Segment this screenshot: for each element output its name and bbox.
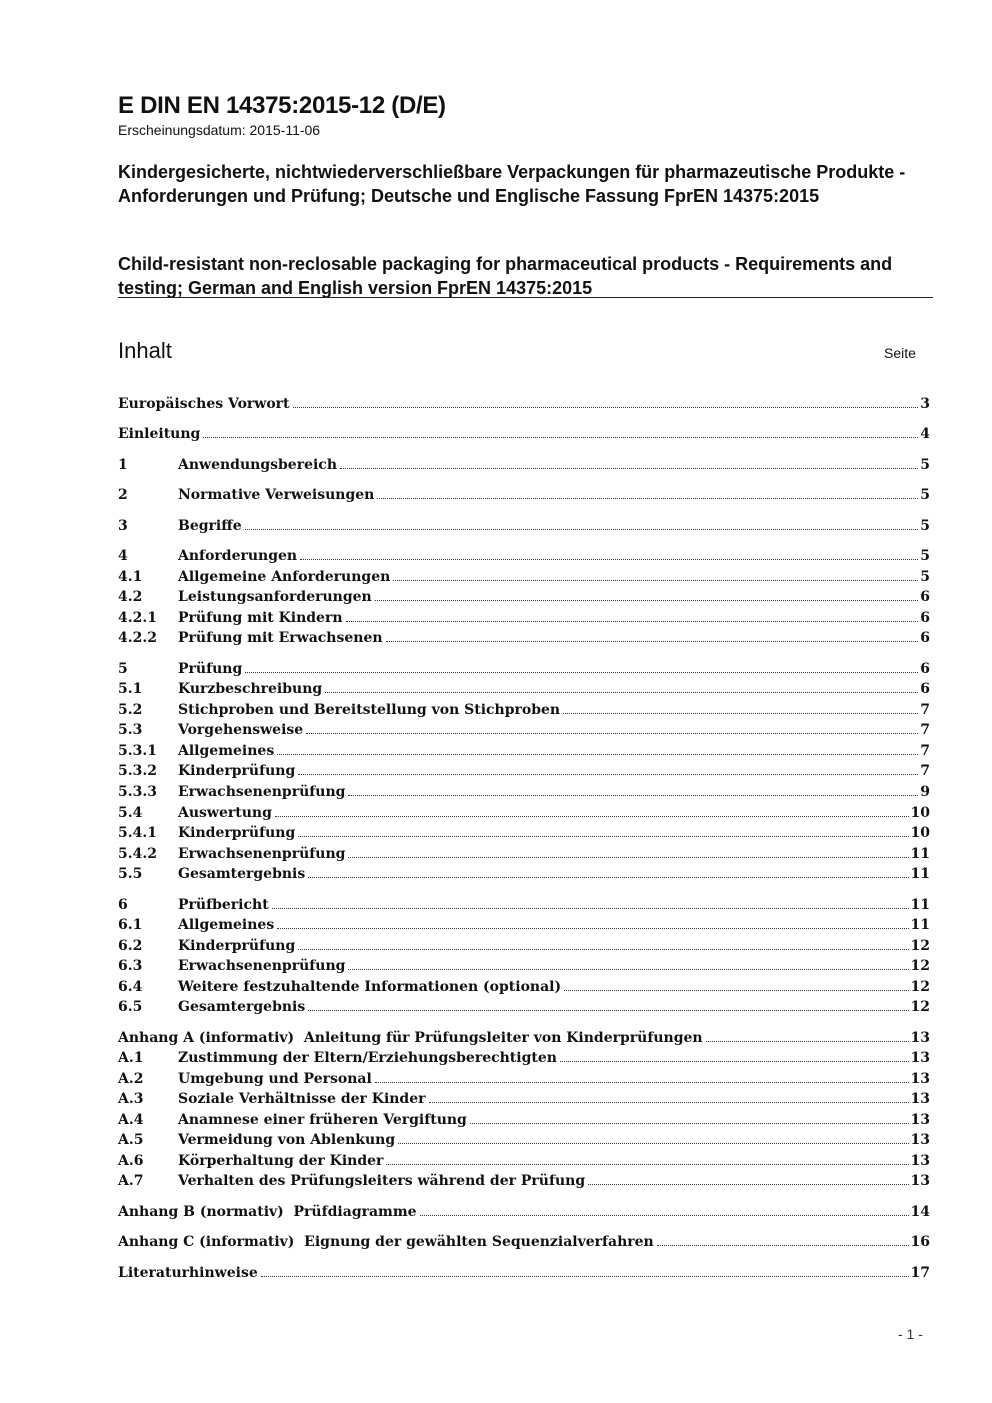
toc-entry-page: 7	[920, 722, 930, 738]
toc-entry[interactable]	[118, 722, 930, 741]
toc-entry-title: Erwachsenenprüfung	[178, 784, 346, 800]
toc-entry-page: 3	[920, 396, 930, 412]
toc-entry-page: 16	[910, 1234, 930, 1250]
toc-entry-number: 5.3	[118, 722, 143, 738]
toc-entry-title: Stichproben und Bereitstellung von Stichproben	[178, 702, 561, 718]
toc-dot-leader	[375, 590, 919, 601]
toc-entry-title: Erwachsenenprüfung	[178, 846, 346, 862]
toc-dot-leader	[706, 1031, 909, 1042]
toc-entry-page: 13	[910, 1091, 930, 1107]
toc-entry[interactable]	[118, 1030, 930, 1049]
toc-entry-title: Anhang B (normativ) Prüfdiagramme	[118, 1204, 417, 1220]
toc-entry[interactable]	[118, 1091, 930, 1110]
toc-entry-number: 6.1	[118, 917, 143, 933]
toc-dot-leader	[588, 1174, 908, 1185]
toc-entry[interactable]	[118, 630, 930, 649]
toc-entry[interactable]	[118, 1153, 930, 1172]
toc-entry[interactable]	[118, 743, 930, 762]
toc-entry[interactable]	[118, 1132, 930, 1151]
toc-entry-number: A.5	[118, 1132, 144, 1148]
toc-entry[interactable]	[118, 846, 930, 865]
toc-entry-number: 4.2.1	[118, 610, 157, 626]
toc-dot-leader	[298, 764, 918, 775]
toc-dot-leader	[563, 703, 918, 714]
toc-entry[interactable]	[118, 763, 930, 782]
toc-dot-leader	[298, 826, 908, 837]
toc-entry-page: 9	[920, 784, 930, 800]
toc-dot-leader	[203, 427, 918, 438]
toc-entry-page: 13	[910, 1030, 930, 1046]
toc-entry[interactable]	[118, 487, 930, 506]
toc-dot-leader	[308, 1000, 908, 1011]
toc-page-column-label: Seite	[884, 345, 916, 361]
toc-dot-leader	[293, 397, 919, 408]
toc-dot-leader	[245, 662, 918, 673]
toc-entry[interactable]	[118, 681, 930, 700]
toc-entry-title: Leistungsanforderungen	[178, 589, 372, 605]
toc-entry-page: 10	[910, 825, 930, 841]
toc-dot-leader	[657, 1235, 909, 1246]
toc-entry-title: Kinderprüfung	[178, 825, 296, 841]
title-german: Kindergesicherte, nichtwiederverschließbare Verpackungen für pharmazeutische Produkte - Anforderungen und Prüfung; Deutsche und Englische Fassung FprEN 14375:2015	[118, 162, 906, 206]
toc-dot-leader	[393, 570, 918, 581]
toc-entry[interactable]	[118, 938, 930, 957]
toc-entry[interactable]	[118, 548, 930, 567]
toc-entry-number: 6	[118, 897, 128, 913]
toc-entry-title: Gesamtergebnis	[178, 866, 306, 882]
toc-dot-leader	[560, 1051, 909, 1062]
toc-entry-page: 12	[910, 938, 930, 954]
toc-entry-number: 5.3.3	[118, 784, 157, 800]
toc-entry-number: A.1	[118, 1050, 144, 1066]
toc-entry-page: 12	[910, 999, 930, 1015]
toc-entry-title: Anforderungen	[178, 548, 298, 564]
toc-dot-leader	[398, 1133, 908, 1144]
toc-entry-number: 5.2	[118, 702, 143, 718]
toc-dot-leader	[386, 631, 919, 642]
toc-entry-page: 12	[910, 979, 930, 995]
toc-entry-page: 11	[910, 866, 930, 882]
toc-dot-leader	[261, 1266, 909, 1277]
toc-entry-title: Anhang C (informativ) Eignung der gewählten Sequenzialverfahren	[118, 1234, 654, 1250]
title-divider	[118, 297, 933, 298]
toc-entry[interactable]	[118, 518, 930, 537]
toc-entry[interactable]	[118, 396, 930, 415]
toc-entry[interactable]	[118, 805, 930, 824]
toc-entry-page: 6	[920, 630, 930, 646]
toc-entry-title: Prüfung	[178, 661, 243, 677]
toc-entry-title: Weitere festzuhaltende Informationen (optional)	[178, 979, 562, 995]
toc-entry-number: 6.4	[118, 979, 143, 995]
toc-entry-page: 14	[910, 1204, 930, 1220]
toc-entry-page: 5	[920, 518, 930, 534]
toc-entry[interactable]	[118, 702, 930, 721]
toc-entry[interactable]	[118, 457, 930, 476]
toc-entry-title: Anamnese einer früheren Vergiftung	[178, 1112, 467, 1128]
toc-entry[interactable]	[118, 1071, 930, 1090]
toc-entry-page: 11	[910, 897, 930, 913]
toc-dot-leader	[275, 806, 909, 817]
toc-entry-title: Vermeidung von Ablenkung	[178, 1132, 396, 1148]
toc-entry-page: 4	[920, 426, 930, 442]
toc-entry[interactable]	[118, 610, 930, 629]
toc-entry-title: Anwendungsbereich	[178, 457, 337, 473]
toc-entry-number: A.3	[118, 1091, 144, 1107]
document-id: E DIN EN 14375:2015-12 (D/E)	[118, 92, 446, 119]
toc-entry-page: 5	[920, 457, 930, 473]
toc-entry[interactable]	[118, 825, 930, 844]
toc-entry-page: 13	[910, 1050, 930, 1066]
toc-entry-page: 6	[920, 661, 930, 677]
toc-dot-leader	[300, 549, 918, 560]
toc-entry-page: 5	[920, 569, 930, 585]
toc-dot-leader	[245, 519, 919, 530]
toc-dot-leader	[348, 959, 908, 970]
toc-entry-title: Umgebung und Personal	[178, 1071, 372, 1087]
toc-dot-leader	[564, 980, 908, 991]
toc-entry-page: 17	[910, 1265, 930, 1281]
toc-entry-title: Anhang A (informativ) Anleitung für Prüfungsleiter von Kinderprüfungen	[118, 1030, 703, 1046]
toc-entry[interactable]	[118, 866, 930, 885]
toc-entry-title: Prüfbericht	[178, 897, 269, 913]
toc-entry[interactable]	[118, 1112, 930, 1131]
publication-date: Erscheinungsdatum: 2015-11-06	[118, 122, 321, 138]
toc-entry[interactable]	[118, 897, 930, 916]
toc-entry-number: 5.4.1	[118, 825, 157, 841]
toc-entry-number: 6.5	[118, 999, 143, 1015]
toc-entry-page: 10	[910, 805, 930, 821]
toc-entry-page: 5	[920, 487, 930, 503]
toc-entry-title: Allgemeine Anforderungen	[178, 569, 391, 585]
toc-dot-leader	[340, 458, 918, 469]
toc-entry-title: Zustimmung der Eltern/Erziehungsberechtigten	[178, 1050, 557, 1066]
toc-entry-number: A.4	[118, 1112, 144, 1128]
toc-entry-number: 4.2.2	[118, 630, 157, 646]
toc-entry[interactable]	[118, 1204, 930, 1223]
title-english: Child-resistant non-reclosable packaging for pharmaceutical products - Requirements and testing; German and English version FprEN 14375:2015	[118, 254, 893, 298]
toc-entry-number: 5.1	[118, 681, 143, 697]
toc-entry-page: 5	[920, 548, 930, 564]
toc-entry-number: A.6	[118, 1153, 144, 1169]
toc-entry-title: Prüfung mit Erwachsenen	[178, 630, 383, 646]
toc-entry-number: 6.2	[118, 938, 143, 954]
toc-dot-leader	[325, 682, 918, 693]
toc-entry-page: 13	[910, 1132, 930, 1148]
toc-entry-title: Allgemeines	[178, 743, 275, 759]
toc-entry-number: 5.3.2	[118, 763, 157, 779]
toc-entry-number: 4.2	[118, 589, 143, 605]
toc-entry-title: Prüfung mit Kindern	[178, 610, 343, 626]
toc-entry-title: Kurzbeschreibung	[178, 681, 323, 697]
toc-entry-page: 13	[910, 1112, 930, 1128]
toc-entry[interactable]	[118, 917, 930, 936]
toc-entry-page: 13	[910, 1173, 930, 1189]
toc-entry[interactable]	[118, 979, 930, 998]
toc-entry[interactable]	[118, 1234, 930, 1253]
toc-entry-page: 12	[910, 958, 930, 974]
toc-dot-leader	[346, 611, 919, 622]
toc-entry-title: Erwachsenenprüfung	[178, 958, 346, 974]
toc-entry-number: 5	[118, 661, 128, 677]
toc-entry[interactable]	[118, 1265, 930, 1284]
toc-entry-number: 5.3.1	[118, 743, 157, 759]
toc-entry-title: Kinderprüfung	[178, 763, 296, 779]
toc-dot-leader	[386, 1154, 908, 1165]
toc-dot-leader	[306, 723, 918, 734]
toc-entry-page: 13	[910, 1153, 930, 1169]
toc-dot-leader	[308, 867, 908, 878]
toc-entry-title: Kinderprüfung	[178, 938, 296, 954]
toc-entry-number: 4	[118, 548, 128, 564]
toc-entry-title: Vorgehensweise	[178, 722, 304, 738]
toc-entry-number: 5.4.2	[118, 846, 157, 862]
toc-entry[interactable]	[118, 569, 930, 588]
toc-entry[interactable]	[118, 426, 930, 445]
toc-dot-leader	[348, 847, 908, 858]
toc-entry-number: 5.5	[118, 866, 143, 882]
toc-entry-page: 11	[910, 917, 930, 933]
toc-dot-leader	[470, 1113, 909, 1124]
toc-entry-page: 6	[920, 589, 930, 605]
toc-entry-number: A.2	[118, 1071, 144, 1087]
toc-entry-title: Normative Verweisungen	[178, 487, 375, 503]
toc-heading: Inhalt	[118, 338, 172, 363]
toc-entry-number: 4.1	[118, 569, 143, 585]
toc-entry-number: A.7	[118, 1173, 144, 1189]
toc-entry-page: 7	[920, 743, 930, 759]
toc-entry-title: Soziale Verhältnisse der Kinder	[178, 1091, 426, 1107]
toc-entry-page: 13	[910, 1071, 930, 1087]
toc-entry[interactable]	[118, 589, 930, 608]
toc-entry-page: 6	[920, 610, 930, 626]
toc-entry-title: Auswertung	[178, 805, 272, 821]
toc-entry-number: 2	[118, 487, 128, 503]
toc-entry-page: 7	[920, 702, 930, 718]
toc-entry-page: 11	[910, 846, 930, 862]
toc-dot-leader	[377, 488, 918, 499]
toc-entry-number: 6.3	[118, 958, 143, 974]
toc-entry-title: Körperhaltung der Kinder	[178, 1153, 384, 1169]
toc-entry-title: Literaturhinweise	[118, 1265, 258, 1281]
toc-entry[interactable]	[118, 784, 930, 803]
toc-entry-title: Europäisches Vorwort	[118, 396, 290, 412]
toc-entry[interactable]	[118, 1173, 930, 1192]
toc-dot-leader	[429, 1092, 909, 1103]
toc-entry-title: Begriffe	[178, 518, 242, 534]
toc-dot-leader	[298, 939, 908, 950]
toc-entry-page: 6	[920, 681, 930, 697]
toc-dot-leader	[277, 744, 918, 755]
toc-entry-title: Gesamtergebnis	[178, 999, 306, 1015]
toc-entry-number: 1	[118, 457, 128, 473]
toc-dot-leader	[277, 918, 908, 929]
toc-dot-leader	[420, 1205, 909, 1216]
toc-entry-number: 3	[118, 518, 128, 534]
toc-entry[interactable]	[118, 958, 930, 977]
toc-dot-leader	[375, 1072, 909, 1083]
toc-entry-number: 5.4	[118, 805, 143, 821]
toc-entry[interactable]	[118, 661, 930, 680]
toc-entry-title: Einleitung	[118, 426, 201, 442]
toc-entry[interactable]	[118, 1050, 930, 1069]
toc-entry-page: 7	[920, 763, 930, 779]
toc-dot-leader	[272, 898, 909, 909]
page-number: - 1 -	[898, 1326, 923, 1342]
toc-entry-title: Allgemeines	[178, 917, 275, 933]
toc-dot-leader	[348, 785, 918, 796]
toc-entry[interactable]	[118, 999, 930, 1018]
toc-entry-title: Verhalten des Prüfungsleiters während der Prüfung	[178, 1173, 586, 1189]
